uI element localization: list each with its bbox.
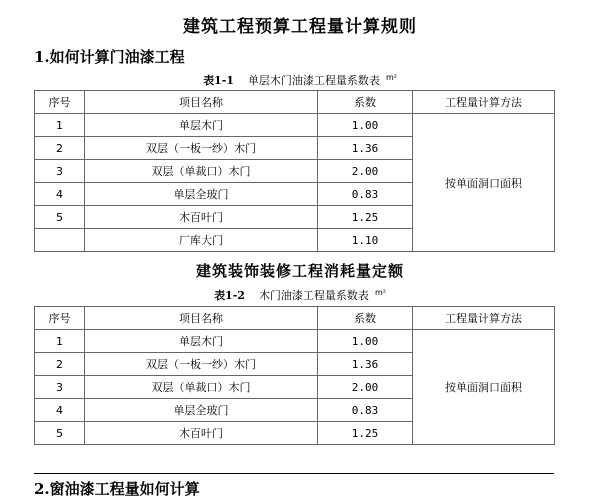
column-header-method: 工程量计算方法 <box>413 307 555 330</box>
row-index: 5 <box>35 422 85 445</box>
column-header-method: 工程量计算方法 <box>413 91 555 114</box>
middle-heading: 建筑装饰装修工程消耗量定额 <box>195 262 404 280</box>
row-coefficient: 1.00 <box>318 330 413 353</box>
row-item-name: 单层木门 <box>85 330 318 353</box>
section-divider <box>34 473 554 474</box>
table-1-caption-id: 表1-1 <box>203 74 234 87</box>
row-index: 3 <box>35 160 85 183</box>
table-row <box>35 330 555 353</box>
table-1-caption <box>0 72 600 88</box>
row-index: 5 <box>35 206 85 229</box>
table-1-header-row <box>35 91 555 114</box>
row-coefficient: 0.83 <box>318 183 413 206</box>
column-header-coefficient: 系数 <box>318 307 413 330</box>
row-coefficient: 1.36 <box>318 137 413 160</box>
row-coefficient: 2.00 <box>318 160 413 183</box>
column-header-coefficient: 系数 <box>318 91 413 114</box>
row-index <box>35 229 85 252</box>
table-2-caption-text: 木门油漆工程量系数表 <box>258 289 369 302</box>
document-title: 建筑工程预算工程量计算规则 <box>183 17 417 37</box>
row-coefficient: 0.83 <box>318 399 413 422</box>
section-1-heading: 1.如何计算门油漆工程 <box>34 48 185 66</box>
row-coefficient: 2.00 <box>318 376 413 399</box>
table-2-method-cell: 按单面洞口面积 <box>413 330 555 445</box>
table-2-caption-unit: m² <box>374 288 386 297</box>
column-header-index: 序号 <box>35 91 85 114</box>
table-row <box>35 114 555 137</box>
row-index: 1 <box>35 114 85 137</box>
table-1 <box>34 90 555 252</box>
row-index: 2 <box>35 137 85 160</box>
row-item-name: 双层（单裁口）木门 <box>85 376 318 399</box>
table-1-caption-unit: m² <box>385 73 397 82</box>
row-coefficient: 1.25 <box>318 422 413 445</box>
row-item-name: 厂库大门 <box>85 229 318 252</box>
row-coefficient: 1.36 <box>318 353 413 376</box>
row-index: 4 <box>35 183 85 206</box>
row-coefficient: 1.00 <box>318 114 413 137</box>
column-header-item-name: 项目名称 <box>85 307 318 330</box>
row-coefficient: 1.10 <box>318 229 413 252</box>
row-item-name: 双层（一板一纱）木门 <box>85 137 318 160</box>
row-item-name: 双层（一板一纱）木门 <box>85 353 318 376</box>
row-item-name: 木百叶门 <box>85 206 318 229</box>
row-index: 4 <box>35 399 85 422</box>
row-index: 1 <box>35 330 85 353</box>
row-index: 2 <box>35 353 85 376</box>
column-header-item-name: 项目名称 <box>85 91 318 114</box>
table-2-caption <box>0 287 600 303</box>
table-2-header-row <box>35 307 555 330</box>
row-item-name: 单层木门 <box>85 114 318 137</box>
table-1-method-cell: 按单面洞口面积 <box>413 114 555 252</box>
row-item-name: 双层（单裁口）木门 <box>85 160 318 183</box>
row-item-name: 单层全玻门 <box>85 399 318 422</box>
row-item-name: 单层全玻门 <box>85 183 318 206</box>
table-2-caption-id: 表1-2 <box>214 289 245 302</box>
section-2-heading: 2.窗油漆工程量如何计算 <box>34 480 200 498</box>
row-item-name: 木百叶门 <box>85 422 318 445</box>
table-1-caption-text: 单层木门油漆工程量系数表 <box>247 74 380 87</box>
table-2 <box>34 306 555 445</box>
column-header-index: 序号 <box>35 307 85 330</box>
row-coefficient: 1.25 <box>318 206 413 229</box>
row-index: 3 <box>35 376 85 399</box>
